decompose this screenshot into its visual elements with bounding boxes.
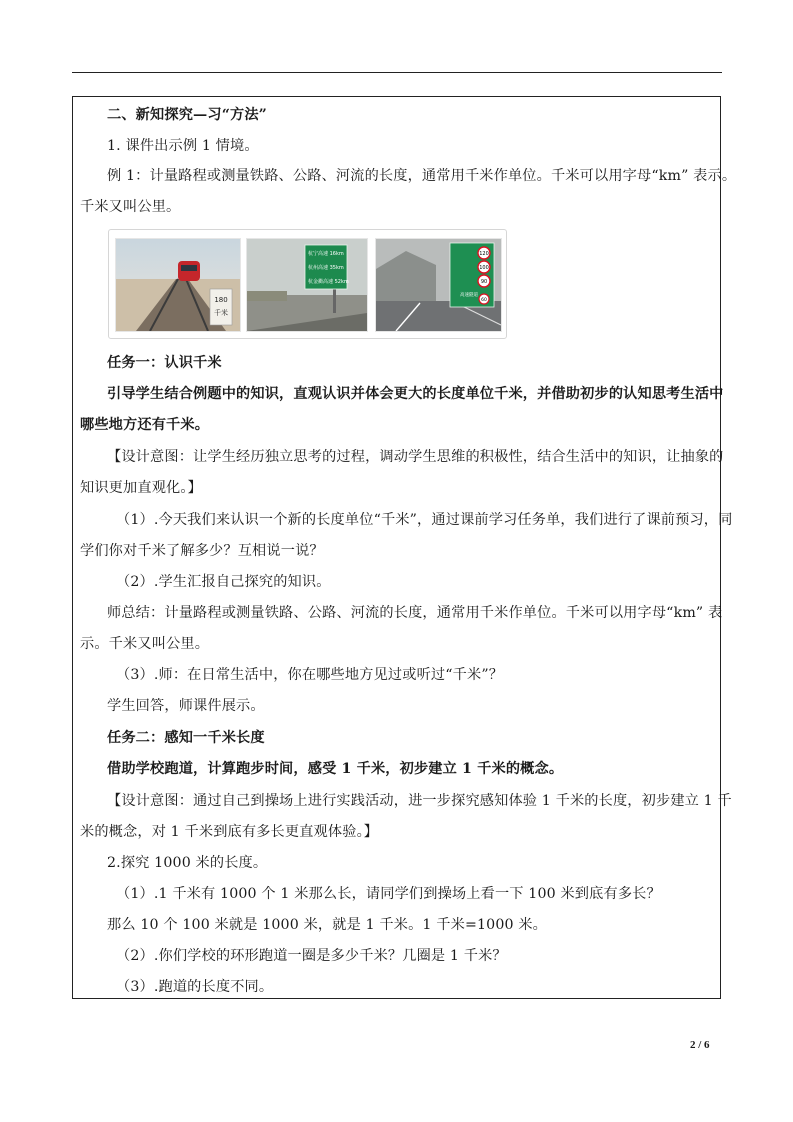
question-1-answer: 那么 10 个 100 米就是 1000 米，就是 1 千米。1 千米=1000 米。 bbox=[107, 917, 548, 933]
svg-text:100: 100 bbox=[479, 265, 489, 271]
question-3: （3）.跑道的长度不同。 bbox=[116, 979, 274, 995]
paragraph: 千米又叫公里。 bbox=[80, 199, 181, 215]
teacher-summary: 师总结：计量路程或测量铁路、公路、河流的长度，通常用千米作单位。千米可以用字母“km” 表 bbox=[107, 605, 723, 621]
example-image-strip bbox=[108, 229, 507, 339]
speed-limit-sign-image bbox=[375, 238, 502, 332]
student-answer: 学生回答，师课件展示。 bbox=[107, 698, 265, 714]
teacher-summary: 示。千米又叫公里。 bbox=[80, 636, 210, 652]
design-intent: 知识更加直观化。】 bbox=[80, 480, 202, 496]
paragraph: 1. 课件出示例 1 情境。 bbox=[107, 138, 259, 154]
svg-text:60: 60 bbox=[481, 298, 487, 303]
task2-goal: 借助学校跑道，计算跑步时间，感受 1 千米，初步建立 1 千米的概念。 bbox=[107, 761, 564, 777]
svg-text:杭宁高速 16km: 杭宁高速 16km bbox=[308, 251, 344, 257]
paragraph: 2.探究 1000 米的长度。 bbox=[107, 855, 268, 871]
highway-distance-sign-image bbox=[246, 238, 368, 332]
page-number: 2 / 6 bbox=[690, 1039, 710, 1051]
section-title: 二、新知探究—习“方法” bbox=[107, 107, 267, 123]
header-rule bbox=[72, 72, 722, 73]
step-3: （3）.师：在日常生活中，你在哪些地方见过或听过“千米”？ bbox=[116, 667, 504, 683]
design-intent: 米的概念，对 1 千米到底有多长更直观体验。】 bbox=[80, 824, 379, 840]
svg-text:180: 180 bbox=[214, 296, 228, 304]
paragraph: 例 1：计量路程或测量铁路、公路、河流的长度，通常用千米作单位。千米可以用字母“km” 表示。 bbox=[107, 168, 737, 184]
task2-title: 任务二：感知一千米长度 bbox=[107, 730, 265, 746]
svg-text:千米: 千米 bbox=[214, 309, 228, 317]
task1-goal: 引导学生结合例题中的知识，直观认识并体会更大的长度单位千米，并借助初步的认知思考生活中 bbox=[107, 386, 724, 402]
question-1: （1）.1 千米有 1000 个 1 米那么长，请同学们到操场上看一下 100 米到底有多长？ bbox=[116, 886, 661, 902]
step-1: 学们你对千米了解多少？互相说一说？ bbox=[80, 543, 324, 559]
svg-text:高速隧道: 高速隧道 bbox=[460, 293, 478, 298]
task1-goal: 哪些地方还有千米。 bbox=[80, 417, 210, 433]
svg-text:杭金衢高速 52km: 杭金衢高速 52km bbox=[308, 279, 349, 285]
design-intent: 【设计意图：通过自己到操场上进行实践活动，进一步探究感知体验 1 千米的长度，初步建立 1 千 bbox=[107, 793, 732, 809]
step-1: （1）.今天我们来认识一个新的长度单位“千米”，通过课前学习任务单，我们进行了课前预习，同 bbox=[116, 512, 733, 528]
step-2: （2）.学生汇报自己探究的知识。 bbox=[116, 574, 331, 590]
svg-text:90: 90 bbox=[480, 279, 488, 285]
svg-text:120: 120 bbox=[479, 251, 489, 257]
question-2: （2）.你们学校的环形跑道一圈是多少千米？几圈是 1 千米？ bbox=[116, 948, 507, 964]
railway-milestone-image bbox=[115, 238, 241, 332]
task1-title: 任务一：认识千米 bbox=[107, 355, 222, 371]
design-intent: 【设计意图：让学生经历独立思考的过程，调动学生思维的积极性，结合生活中的知识，让抽象的 bbox=[107, 449, 724, 465]
svg-text:杭州高速 35km: 杭州高速 35km bbox=[308, 265, 344, 271]
